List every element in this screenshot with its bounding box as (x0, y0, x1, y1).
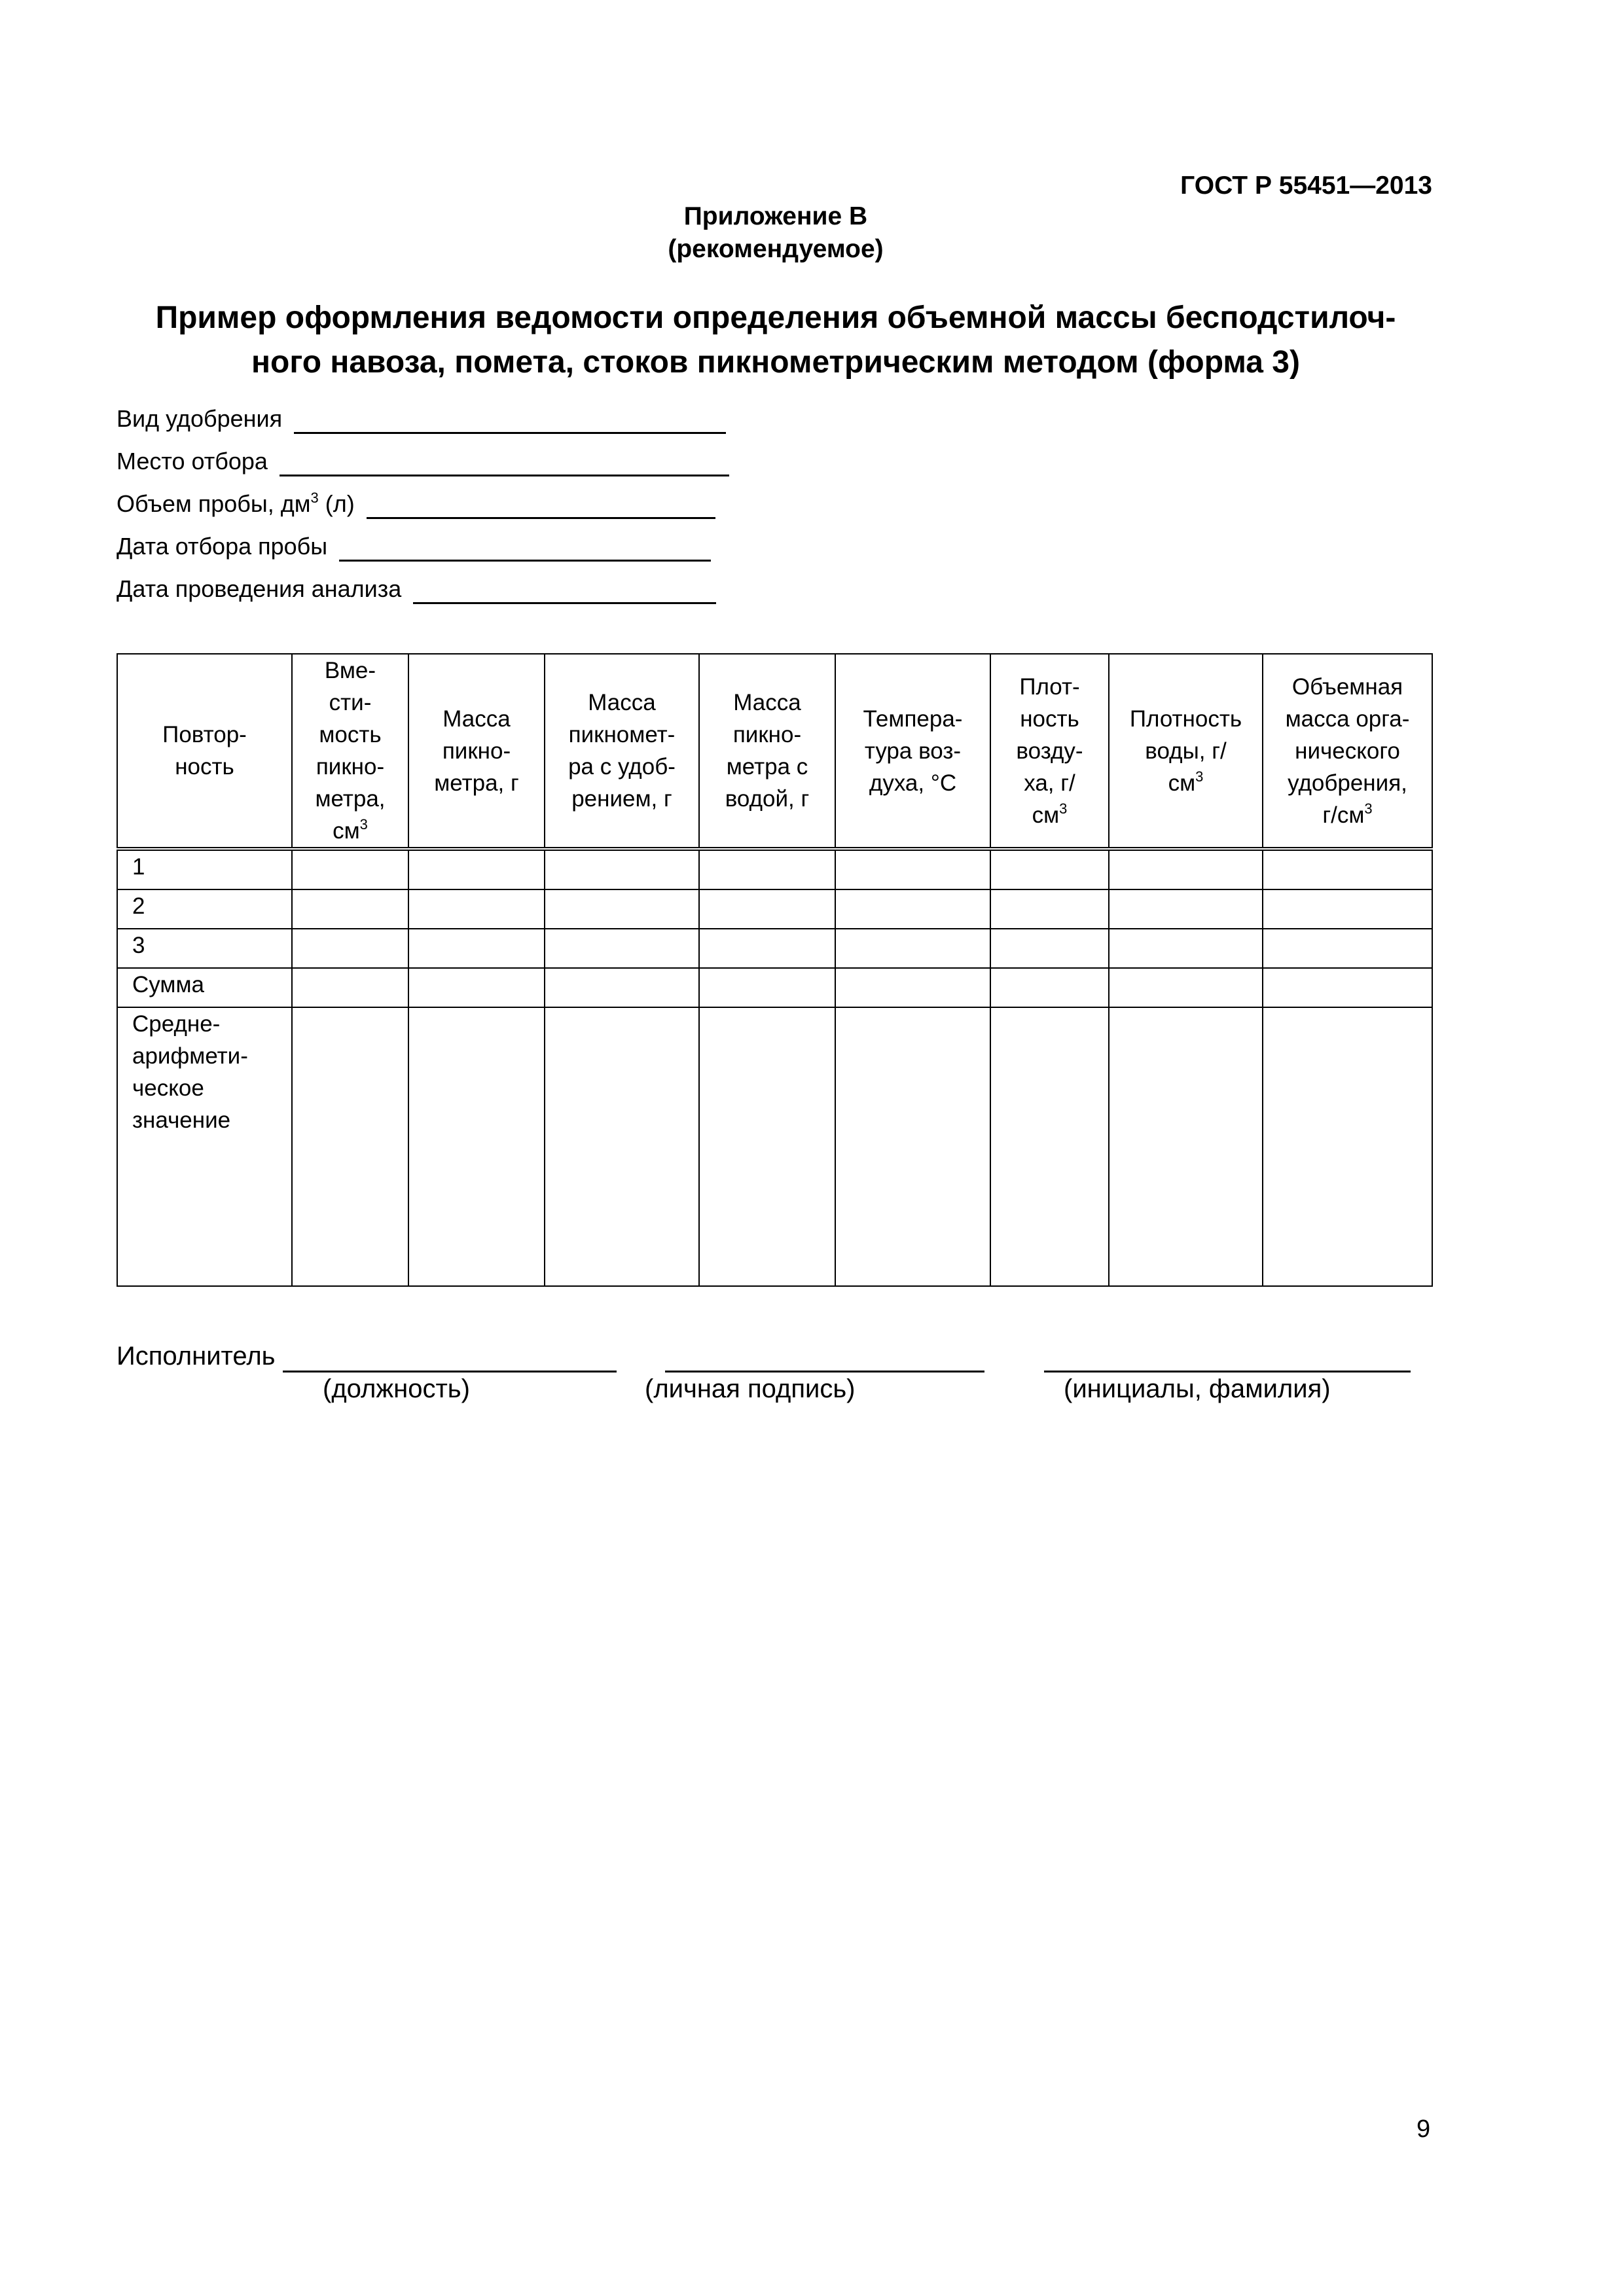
table-cell[interactable] (1109, 968, 1263, 1007)
table-cell[interactable] (699, 929, 835, 968)
table-cell[interactable] (1263, 1007, 1432, 1286)
field-sampling-date (117, 531, 711, 562)
data-table (117, 653, 1433, 1287)
field-analysis-date (117, 574, 716, 604)
table-cell[interactable] (699, 1007, 835, 1286)
field-label: Объем пробы, $дм^3$ (л) (117, 490, 355, 517)
row-label: 1 (117, 849, 292, 889)
table-cell[interactable] (408, 1007, 545, 1286)
table-cell[interactable] (545, 889, 699, 929)
table-cell[interactable] (545, 849, 699, 889)
signature-caption: (личная подпись) (645, 1374, 856, 1403)
table-cell[interactable] (1263, 929, 1432, 968)
table-cell[interactable] (699, 968, 835, 1007)
table-cell[interactable] (408, 929, 545, 968)
col-header-mass-with-water: Масса пикно- метра с водой, г (699, 654, 835, 849)
title-line-2: ного навоза, помета, стоков пикнометрическим методом (форма 3) (251, 345, 1300, 380)
table-cell[interactable] (292, 849, 408, 889)
page-number: 9 (1416, 2115, 1431, 2143)
field-label: Дата проведения анализа (117, 575, 402, 602)
col-header-pycnometer-mass: Масса пикно- метра, г (408, 654, 545, 849)
row-label: Средне-арифмети-ческое значение (117, 1007, 292, 1286)
col-header-capacity: Вме- сти- мость пикно- метра, $см^3$ (292, 654, 408, 849)
table-cell[interactable] (292, 889, 408, 929)
field-label: Вид удобрения (117, 405, 283, 432)
col-header-bulk-density: Объемная масса орга- нического удобрения, $г/см^3$ (1263, 654, 1432, 849)
position-caption: (должность) (323, 1374, 470, 1403)
table-cell[interactable] (1109, 889, 1263, 929)
input-line[interactable] (294, 408, 726, 434)
table-cell[interactable] (545, 968, 699, 1007)
input-line[interactable] (339, 536, 711, 562)
appendix-type: (рекомендуемое) (668, 235, 884, 263)
table-cell[interactable] (545, 929, 699, 968)
table-cell[interactable] (408, 849, 545, 889)
table-cell[interactable] (1109, 1007, 1263, 1286)
row-label: Сумма (117, 968, 292, 1007)
title-line-1: Пример оформления ведомости определения объемной массы бесподстилоч- (155, 300, 1396, 335)
table-cell[interactable] (835, 849, 990, 889)
table-cell[interactable] (990, 1007, 1109, 1286)
table-row (117, 968, 1432, 1007)
field-fertilizer-type (117, 404, 726, 434)
field-sampling-place (117, 446, 729, 476)
table-cell[interactable] (990, 968, 1109, 1007)
input-line[interactable] (367, 493, 715, 519)
table-row (117, 849, 1432, 889)
table-cell[interactable] (835, 929, 990, 968)
col-header-repeat: Повтор- ность (117, 654, 292, 849)
table-cell[interactable] (990, 889, 1109, 929)
table-cell[interactable] (1109, 849, 1263, 889)
table-cell[interactable] (1109, 929, 1263, 968)
table-cell[interactable] (1263, 849, 1432, 889)
input-line[interactable] (280, 451, 729, 476)
table-cell[interactable] (835, 968, 990, 1007)
table-cell[interactable] (408, 968, 545, 1007)
col-header-air-temperature: Темпера- тура воз- духа, °С (835, 654, 990, 849)
name-caption: (инициалы, фамилия) (1064, 1374, 1331, 1403)
col-header-air-density: Плот- ность возду- ха, г/ $см^3$ (990, 654, 1109, 849)
field-label: Место отбора (117, 448, 268, 475)
row-label: 3 (117, 929, 292, 968)
table-cell[interactable] (835, 1007, 990, 1286)
table-row (117, 1007, 1432, 1286)
executor-label: Исполнитель (117, 1342, 276, 1371)
table-cell[interactable] (1263, 968, 1432, 1007)
table-row (117, 889, 1432, 929)
table-cell[interactable] (408, 889, 545, 929)
standard-number: ГОСТ Р 55451—2013 (1180, 171, 1432, 200)
table-row (117, 929, 1432, 968)
table-cell[interactable] (545, 1007, 699, 1286)
appendix-label: Приложение В (683, 202, 868, 230)
table-cell[interactable] (292, 968, 408, 1007)
table-cell[interactable] (699, 889, 835, 929)
field-label: Дата отбора пробы (117, 533, 328, 560)
table-cell[interactable] (835, 889, 990, 929)
table-cell[interactable] (292, 1007, 408, 1286)
table-cell[interactable] (699, 849, 835, 889)
col-header-water-density: Плотность воды, г/ $см^3$ (1109, 654, 1263, 849)
table-cell[interactable] (990, 929, 1109, 968)
row-label: 2 (117, 889, 292, 929)
document-title (98, 296, 1453, 385)
table-header-row (117, 654, 1432, 849)
col-header-mass-with-fertilizer: Масса пикномет- ра с удоб- рением, г (545, 654, 699, 849)
field-sample-volume (117, 489, 715, 519)
table-cell[interactable] (990, 849, 1109, 889)
table-cell[interactable] (1263, 889, 1432, 929)
table-cell[interactable] (292, 929, 408, 968)
input-line[interactable] (413, 579, 716, 604)
